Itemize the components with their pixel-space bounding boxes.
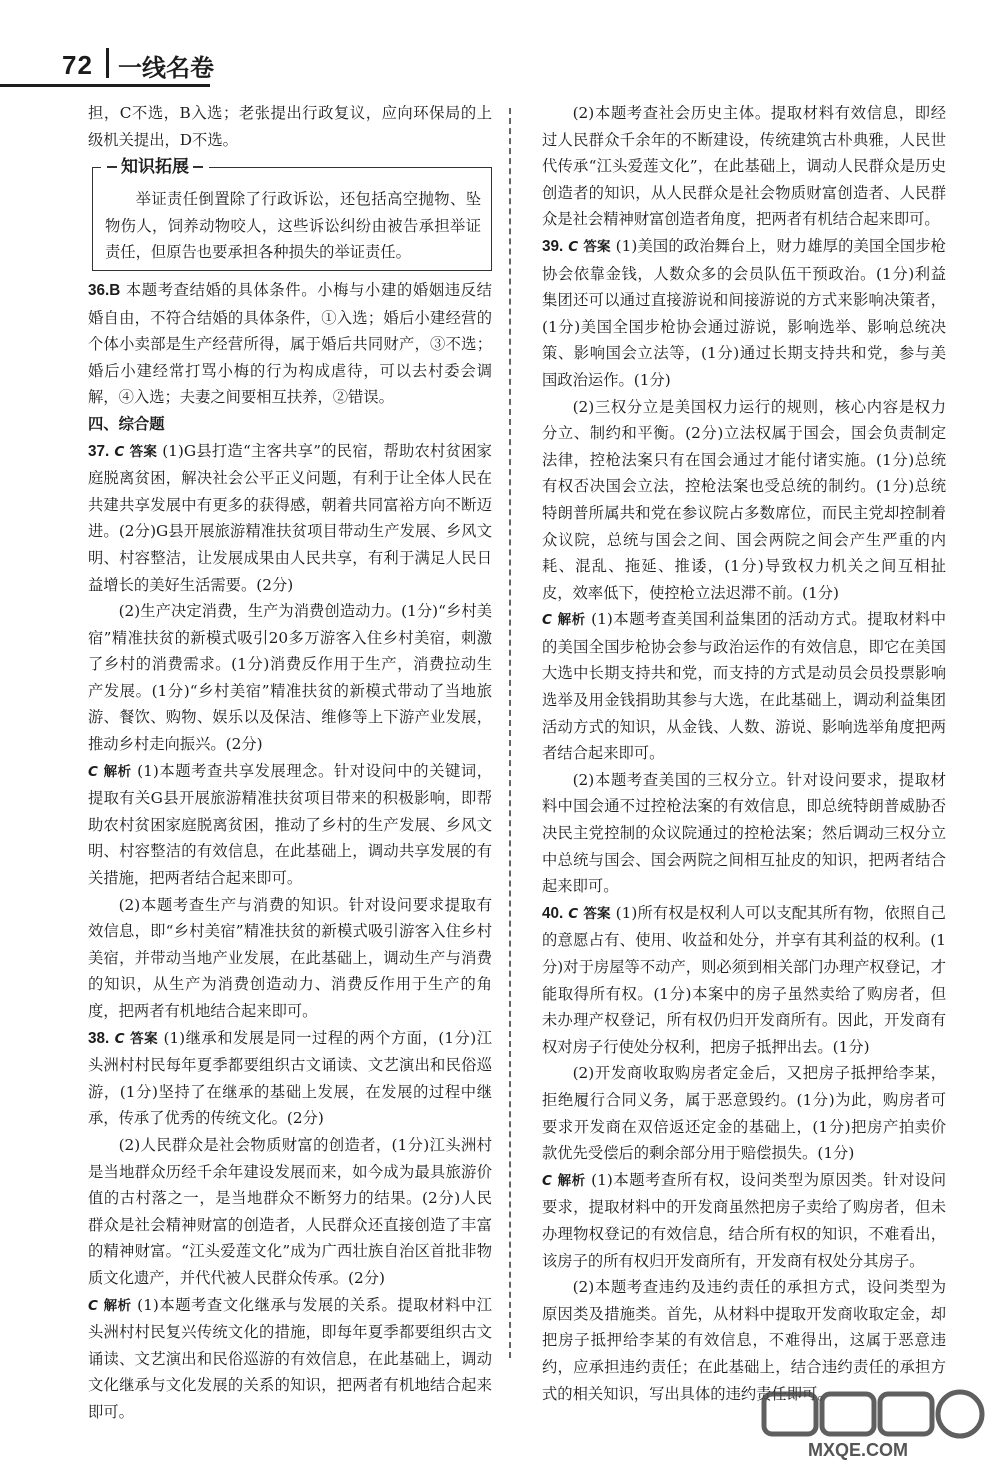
section-heading: 四、综合题	[88, 414, 165, 433]
answer-marker-icon: C	[114, 443, 125, 460]
analysis-marker-icon: C	[542, 612, 552, 629]
book-title: 一线名卷	[118, 54, 214, 82]
answer-part-2: (2)生产决定消费，生产为消费创造动力。(1分)“乡村美宿”精准扶贫的新模式吸引20多万游客入住乡村美宿，刺激了乡村的消费需求。(1分)消费反作用于生产，消费拉动生产发展。(1分)“乡村美宿”精准扶贫的新模式带动了当地旅游、餐饮、购物、娱乐以及保洁、维修等上下游产业发展，推动乡村走向振兴。(2分)	[88, 602, 492, 754]
knowledge-box-text: 举证责任倒置除了行政诉讼，还包括高空抛物、坠物伤人，饲养动物咬人，这些诉讼纠纷由被告承担举证责任，但原告也要承担各种损失的举证责任。	[105, 190, 481, 262]
page-number: 72	[62, 50, 93, 80]
question-40-analysis: C 解析 (1)本题考查所有权，设问类型为原因类。针对设问要求，提取材料中的开发商虽然把房子卖给了购房者，但未办理物权登记的有效信息，结合所有权的知识，不难看出，该房子的所有权归开发商所有，开发商有权处分其房子。	[542, 1167, 946, 1274]
answer-part-2: (2)三权分立是美国权力运行的规则，核心内容是权力分立、制约和平衡。(2分)立法权属于国会，国会负责制定法律，控枪法案只有在国会通过才能付诸实施。(1分)总统有权否决国会立法，控枪法案也受总统的制约。(1分)总统特朗普所属共和党在参议院占多数席位，而民主党却控制着众议院，总统与国会之间、国会两院之间会产生严重的内耗、混乱、拖延、推诿，(1分)导致权力机关之间互相扯皮，效率低下，使控枪立法迟滞不前。(1分)	[542, 397, 946, 602]
answer-marker-icon: C	[568, 905, 579, 922]
question-37-answer: 37. C 答案 (1)G县打造“主客共享”的民宿，帮助农村贫困家庭脱离贫困，解决社会公平正义问题，有利于让全体人民在共建共享发展中有更多的获得感，朝着共同富裕方向不断迈进。(2分)G县开展旅游精准扶贫项目带动生产发展、乡风文明、村容整洁，让发展成果由人民共享，有利于满足人民日益增长的美好生活需要。(2分)	[88, 438, 492, 599]
analysis-part-2: (2)本题考查美国的三权分立。针对设问要求，提取材料中国会通不过控枪法案的有效信息，即总统特朗普威胁否决民主党控制的众议院通过的控枪法案；然后调动三权分立中总统与国会、国会两院之间相互扯皮的知识，把两者结合起来即可。	[542, 770, 946, 896]
question-number: 39.	[542, 237, 564, 255]
continued-analysis: (2)本题考查社会历史主体。提取材料有效信息，即经过人民群众千余年的不断建设，传统建筑古朴典雅，人民世代传承“江头爱莲文化”，在此基础上，调动人民群众是历史创造者的知识，从人民群众是社会物质财富创造者、人民群众是社会精神财富创造者角度，把两者有机结合起来即可。	[542, 104, 946, 229]
answer-tag: C 答案	[568, 239, 610, 255]
answer-part-2: (2)人民群众是社会物质财富的创造者，(1分)江头洲村是当地群众历经千余年建设发展而来，如今成为最具旅游价值的古村落之一，是当地群众不断努力的结果。(2分)人民群众是社会精神财富的创造者，人民群众还直接创造了丰富的精神财富。“江头爱莲文化”成为广西壮族自治区首批非物质文化遗产，并代代被人民群众传承。(2分)	[88, 1135, 492, 1287]
knowledge-box	[92, 157, 492, 271]
question-39-analysis: C 解析 (1)本题考查美国利益集团的活动方式。提取材料中的美国全国步枪协会参与政治运作的有效信息，即它在美国大选中长期支持共和党，而支持的方式是动员会员投票影响选举及用金钱捐助其参与大选，在此基础上，调动利益集团活动方式的知识，从金钱、人数、游说、影响选举角度把两者结合起来即可。	[542, 606, 946, 767]
page-header	[0, 0, 1000, 90]
analysis-part-2: (2)本题考查违约及违约责任的承担方式，设问类型为原因类及措施类。首先，从材料中提取开发商收取定金，却把房子抵押给李某的有效信息，不难得出，这属于恶意违约，应承担违约责任；在此基础上，结合违约责任的承担方式的相关知识，写出具体的违约责任即可。	[542, 1278, 946, 1403]
answer-tag: C 答案	[114, 444, 157, 460]
question-number: 38.	[88, 1029, 110, 1047]
question-number: 40.	[542, 904, 564, 922]
question-40-answer: 40. C 答案 (1)所有权是权利人可以支配其所有物，依照自己的意愿占有、使用、收益和处分，并享有其利益的权利。(1分)对于房屋等不动产，则必须到相关部门办理产权登记，才能取得所有权。(1分)本案中的房子虽然卖给了购房者，但未办理产权登记，所有权仍归开发商所有。因此，开发商有权对房子行使处分权利，把房子抵押出去。(1分)	[542, 900, 946, 1061]
analysis-marker-icon: C	[88, 763, 98, 780]
box-title-label: 知识拓展	[121, 157, 189, 178]
question-number: 36.B	[88, 281, 121, 299]
analysis-part-2: (2)本题考查生产与消费的知识。针对设问要求提取有效信息，即“乡村美宿”精准扶贫的新模式吸引游客入住乡村美宿，并带动当地产业发展，在此基础上，调动生产与消费的知识，从生产为消费创造动力、消费反作用于生产的角度，把两者有机地结合起来即可。	[88, 895, 492, 1020]
column-divider	[509, 108, 511, 1358]
answer-tag: C 答案	[115, 1031, 158, 1047]
analysis-tag: C 解析	[88, 1298, 132, 1314]
question-38-answer: 38. C 答案 (1)继承和发展是同一过程的两个方面，(1分)江头洲村村民每年夏季都要组织古文诵读、文艺演出和民俗巡游，(1分)坚持了在继承的基础上发展，在发展的过程中继承，传承了优秀的传统文化。(2分)	[88, 1025, 492, 1132]
right-column	[542, 100, 946, 1407]
answer-marker-icon: C	[568, 238, 579, 255]
left-column	[88, 100, 492, 1426]
continued-text: 担，C不选，B入选；老张提出行政复议，应向环保局的上级机关提出，D不选。	[88, 104, 492, 149]
question-36	[88, 277, 492, 411]
question-37-analysis: C 解析 (1)本题考查共享发展理念。针对设问中的关键词，提取有关G县开展旅游精准扶贫项目带来的积极影响，即帮助农村贫困家庭脱离贫困，推动了乡村的生产发展、乡风文明、村容整洁的有效信息，在此基础上，调动共享发展的有关措施，把两者结合起来即可。	[88, 758, 492, 892]
answer-part-2: (2)开发商收取购房者定金后，又把房子抵押给李某，拒绝履行合同义务，属于恶意毁约。(1分)为此，购房者可要求开发商在双倍返还定金的基础上，(1分)把房产拍卖价款优先受偿后的剩余部分用于赔偿损失。(1分)	[542, 1064, 946, 1163]
question-39-answer: 39. C 答案 (1)美国的政治舞台上，财力雄厚的美国全国步枪协会依靠金钱，人数众多的会员队伍干预政治。(1分)利益集团还可以通过直接游说和间接游说的方式来影响决策者，(1分)美国全国步枪协会通过游说，影响选举、影响总统决策、影响国会立法等，(1分)通过长期支持共和党，参与美国政治运作。(1分)	[542, 233, 946, 394]
analysis-tag: C 解析	[542, 1173, 586, 1189]
answer-tag: C 答案	[568, 906, 610, 922]
answer-marker-icon: C	[114, 1030, 125, 1047]
box-title-bar	[193, 166, 203, 168]
analysis-tag: C 解析	[88, 764, 132, 780]
question-number: 37.	[88, 442, 110, 460]
box-title-dash	[107, 166, 117, 168]
knowledge-box-title	[101, 154, 209, 181]
question-text: 本题考查结婚的具体条件。小梅与小建的婚姻违反结婚自由，不符合结婚的具体条件，①入选；婚后小建经营的个体小卖部是生产经营所得，属于婚后共同财产，③不选；婚后小建经常打骂小梅的行为构成虐待，可以去村委会调解，④入选；夫妻之间要相互扶养，②错误。	[88, 280, 492, 407]
question-38-analysis: C 解析 (1)本题考查文化继承与发展的关系。提取材料中江头洲村村民复兴传统文化的措施，即每年夏季都要组织古文诵读、文艺演出和民俗巡游的有效信息，在此基础上，调动文化继承与文化发展的关系的知识，把两者有机地结合起来即可。	[88, 1292, 492, 1426]
analysis-tag: C 解析	[542, 612, 586, 628]
watermark-text: MXQE.COM	[808, 1440, 909, 1460]
header-divider	[106, 48, 109, 78]
header-rule	[0, 84, 210, 87]
analysis-marker-icon: C	[88, 1297, 98, 1314]
analysis-marker-icon: C	[542, 1172, 552, 1189]
